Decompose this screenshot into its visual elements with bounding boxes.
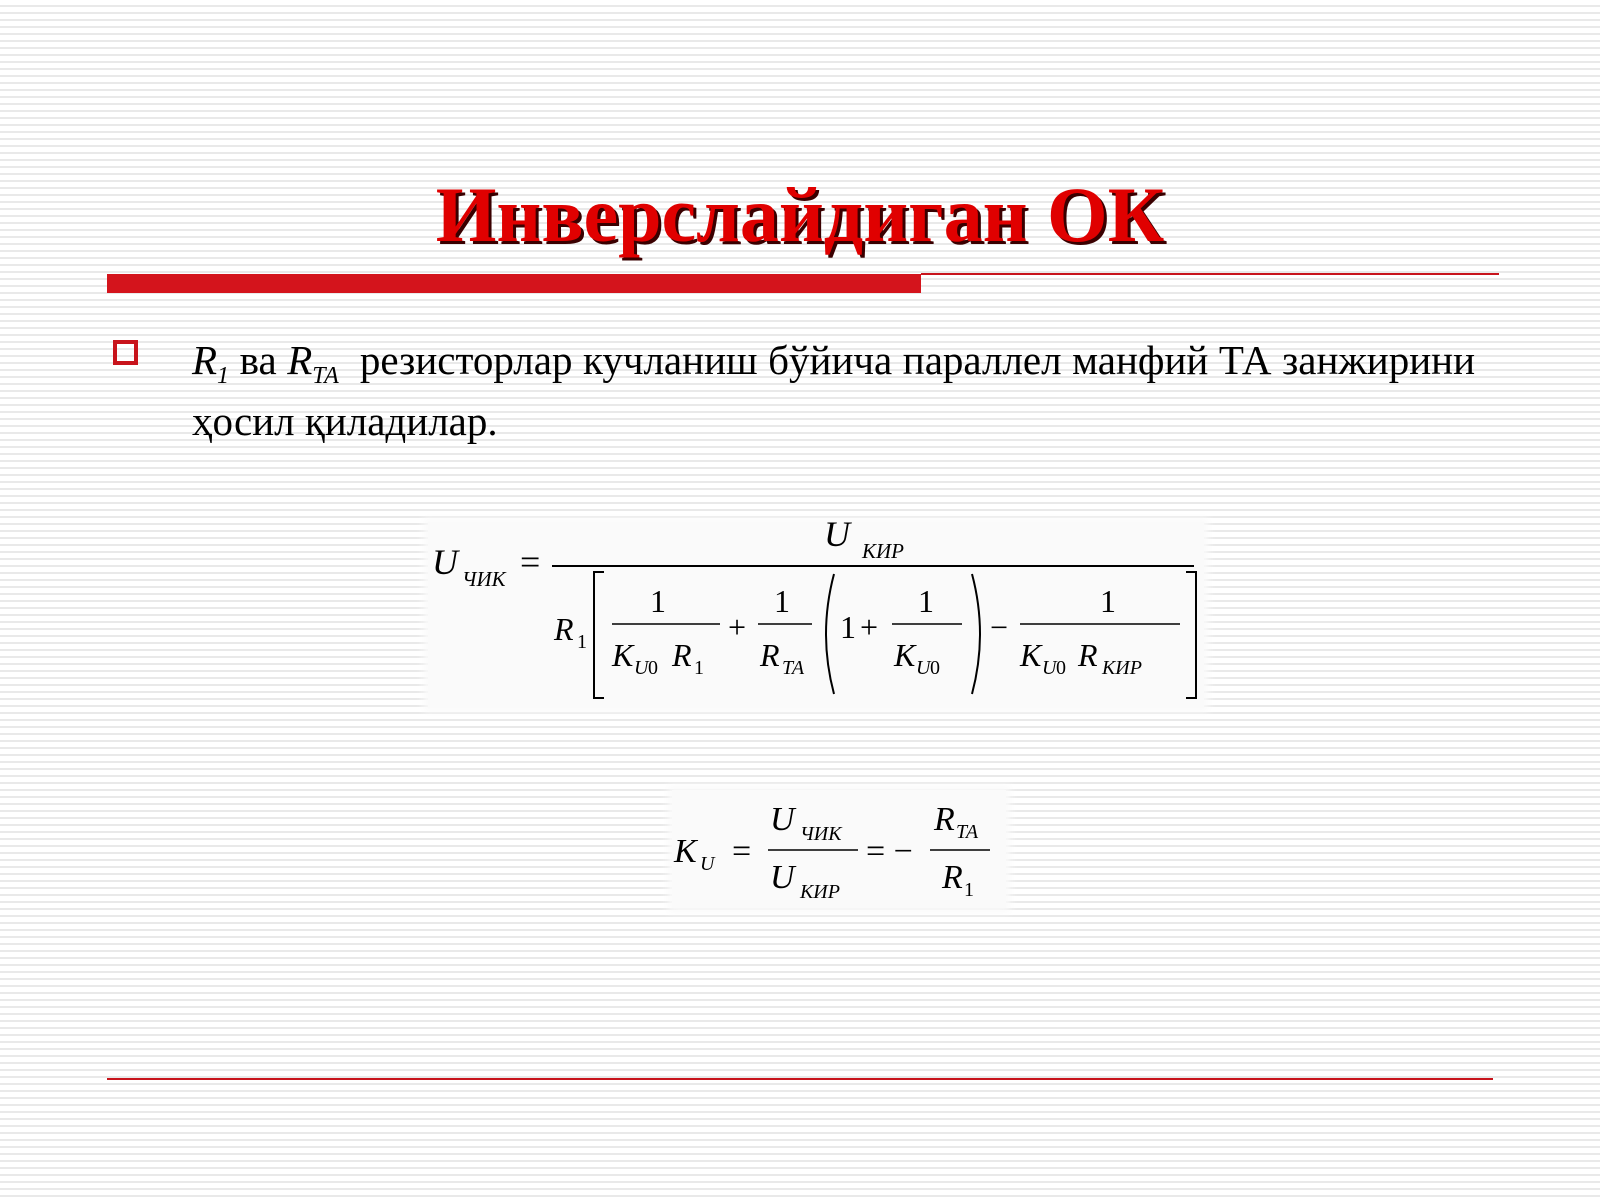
title-underline-thick bbox=[107, 274, 921, 293]
rta-subscript: ТА bbox=[312, 363, 339, 389]
f2-u-bot: U bbox=[770, 859, 795, 896]
f2-u-top-sub: ЧИК bbox=[800, 823, 842, 845]
f1-plus-b: + bbox=[860, 609, 879, 645]
f1-num: U bbox=[824, 522, 850, 554]
r1-symbol: R bbox=[192, 337, 218, 383]
f1-num-sub: КИР bbox=[862, 539, 904, 563]
formula-gain bbox=[672, 790, 1006, 908]
f1-right-paren bbox=[972, 574, 980, 694]
f1-lhs: U bbox=[432, 542, 458, 582]
bullet-paragraph bbox=[192, 330, 1475, 452]
f1-r-c: R bbox=[1078, 637, 1098, 673]
f1-one-e: 1 bbox=[1100, 583, 1116, 619]
f1-lhs-sub: ЧИК bbox=[462, 567, 506, 591]
f1-k-c-sub: U bbox=[1042, 657, 1057, 679]
f2-r-bot: R bbox=[942, 859, 963, 896]
f2-r-top-sub: ТА bbox=[956, 821, 979, 843]
f1-one-c: 1 bbox=[840, 609, 856, 645]
f1-plus-a: + bbox=[728, 609, 747, 645]
f1-r1-sub: 1 bbox=[577, 631, 587, 653]
conjunction: ва bbox=[239, 337, 277, 383]
f2-eq-minus: = − bbox=[866, 833, 913, 870]
f1-r-a-sub: 1 bbox=[694, 657, 704, 679]
f1-r1: R bbox=[554, 611, 574, 647]
f1-k-b-sub2: 0 bbox=[930, 657, 940, 679]
f1-minus: − bbox=[990, 609, 1009, 645]
f2-r-bot-sub: 1 bbox=[964, 879, 974, 901]
f1-eq: = bbox=[520, 542, 541, 582]
f1-k-a-sub2: 0 bbox=[648, 657, 658, 679]
slide-title: Инверслайдиган ОК bbox=[435, 171, 1165, 258]
f1-r-c-sub: КИР bbox=[1102, 657, 1142, 679]
bullet-text: резисторлар кучланиш бўйича параллел манфий ТА занжирини ҳосил қиладилар. bbox=[192, 337, 1476, 444]
f1-one-d: 1 bbox=[918, 583, 934, 619]
f2-eq: = bbox=[732, 833, 752, 870]
f1-k-b-sub: U bbox=[916, 657, 931, 679]
rta-symbol: R bbox=[287, 337, 313, 383]
f1-r-b-sub: ТА bbox=[782, 657, 805, 679]
f1-one-a: 1 bbox=[650, 583, 666, 619]
f2-k: K bbox=[674, 833, 697, 870]
f1-k-a-sub: U bbox=[634, 657, 649, 679]
bullet-square-icon bbox=[113, 340, 138, 365]
f1-k-b: K bbox=[894, 637, 916, 673]
f1-k-a: K bbox=[612, 637, 634, 673]
f1-left-paren bbox=[826, 574, 834, 694]
f2-r-top: R bbox=[934, 801, 955, 838]
f2-k-sub: U bbox=[700, 853, 715, 875]
f1-k-c: K bbox=[1020, 637, 1042, 673]
f1-left-bracket bbox=[594, 572, 604, 698]
r1-subscript: 1 bbox=[217, 363, 230, 389]
f2-u-bot-sub: КИР bbox=[800, 881, 840, 903]
f1-k-c-sub2: 0 bbox=[1056, 657, 1066, 679]
title-underline-thin bbox=[921, 273, 1499, 275]
f1-r-b: R bbox=[760, 637, 780, 673]
f2-u-top: U bbox=[770, 801, 795, 838]
f1-one-b: 1 bbox=[774, 583, 790, 619]
f1-right-bracket bbox=[1186, 572, 1196, 698]
f1-r-a: R bbox=[672, 637, 692, 673]
footer-rule bbox=[107, 1078, 1493, 1080]
formula-output-voltage bbox=[428, 522, 1204, 708]
